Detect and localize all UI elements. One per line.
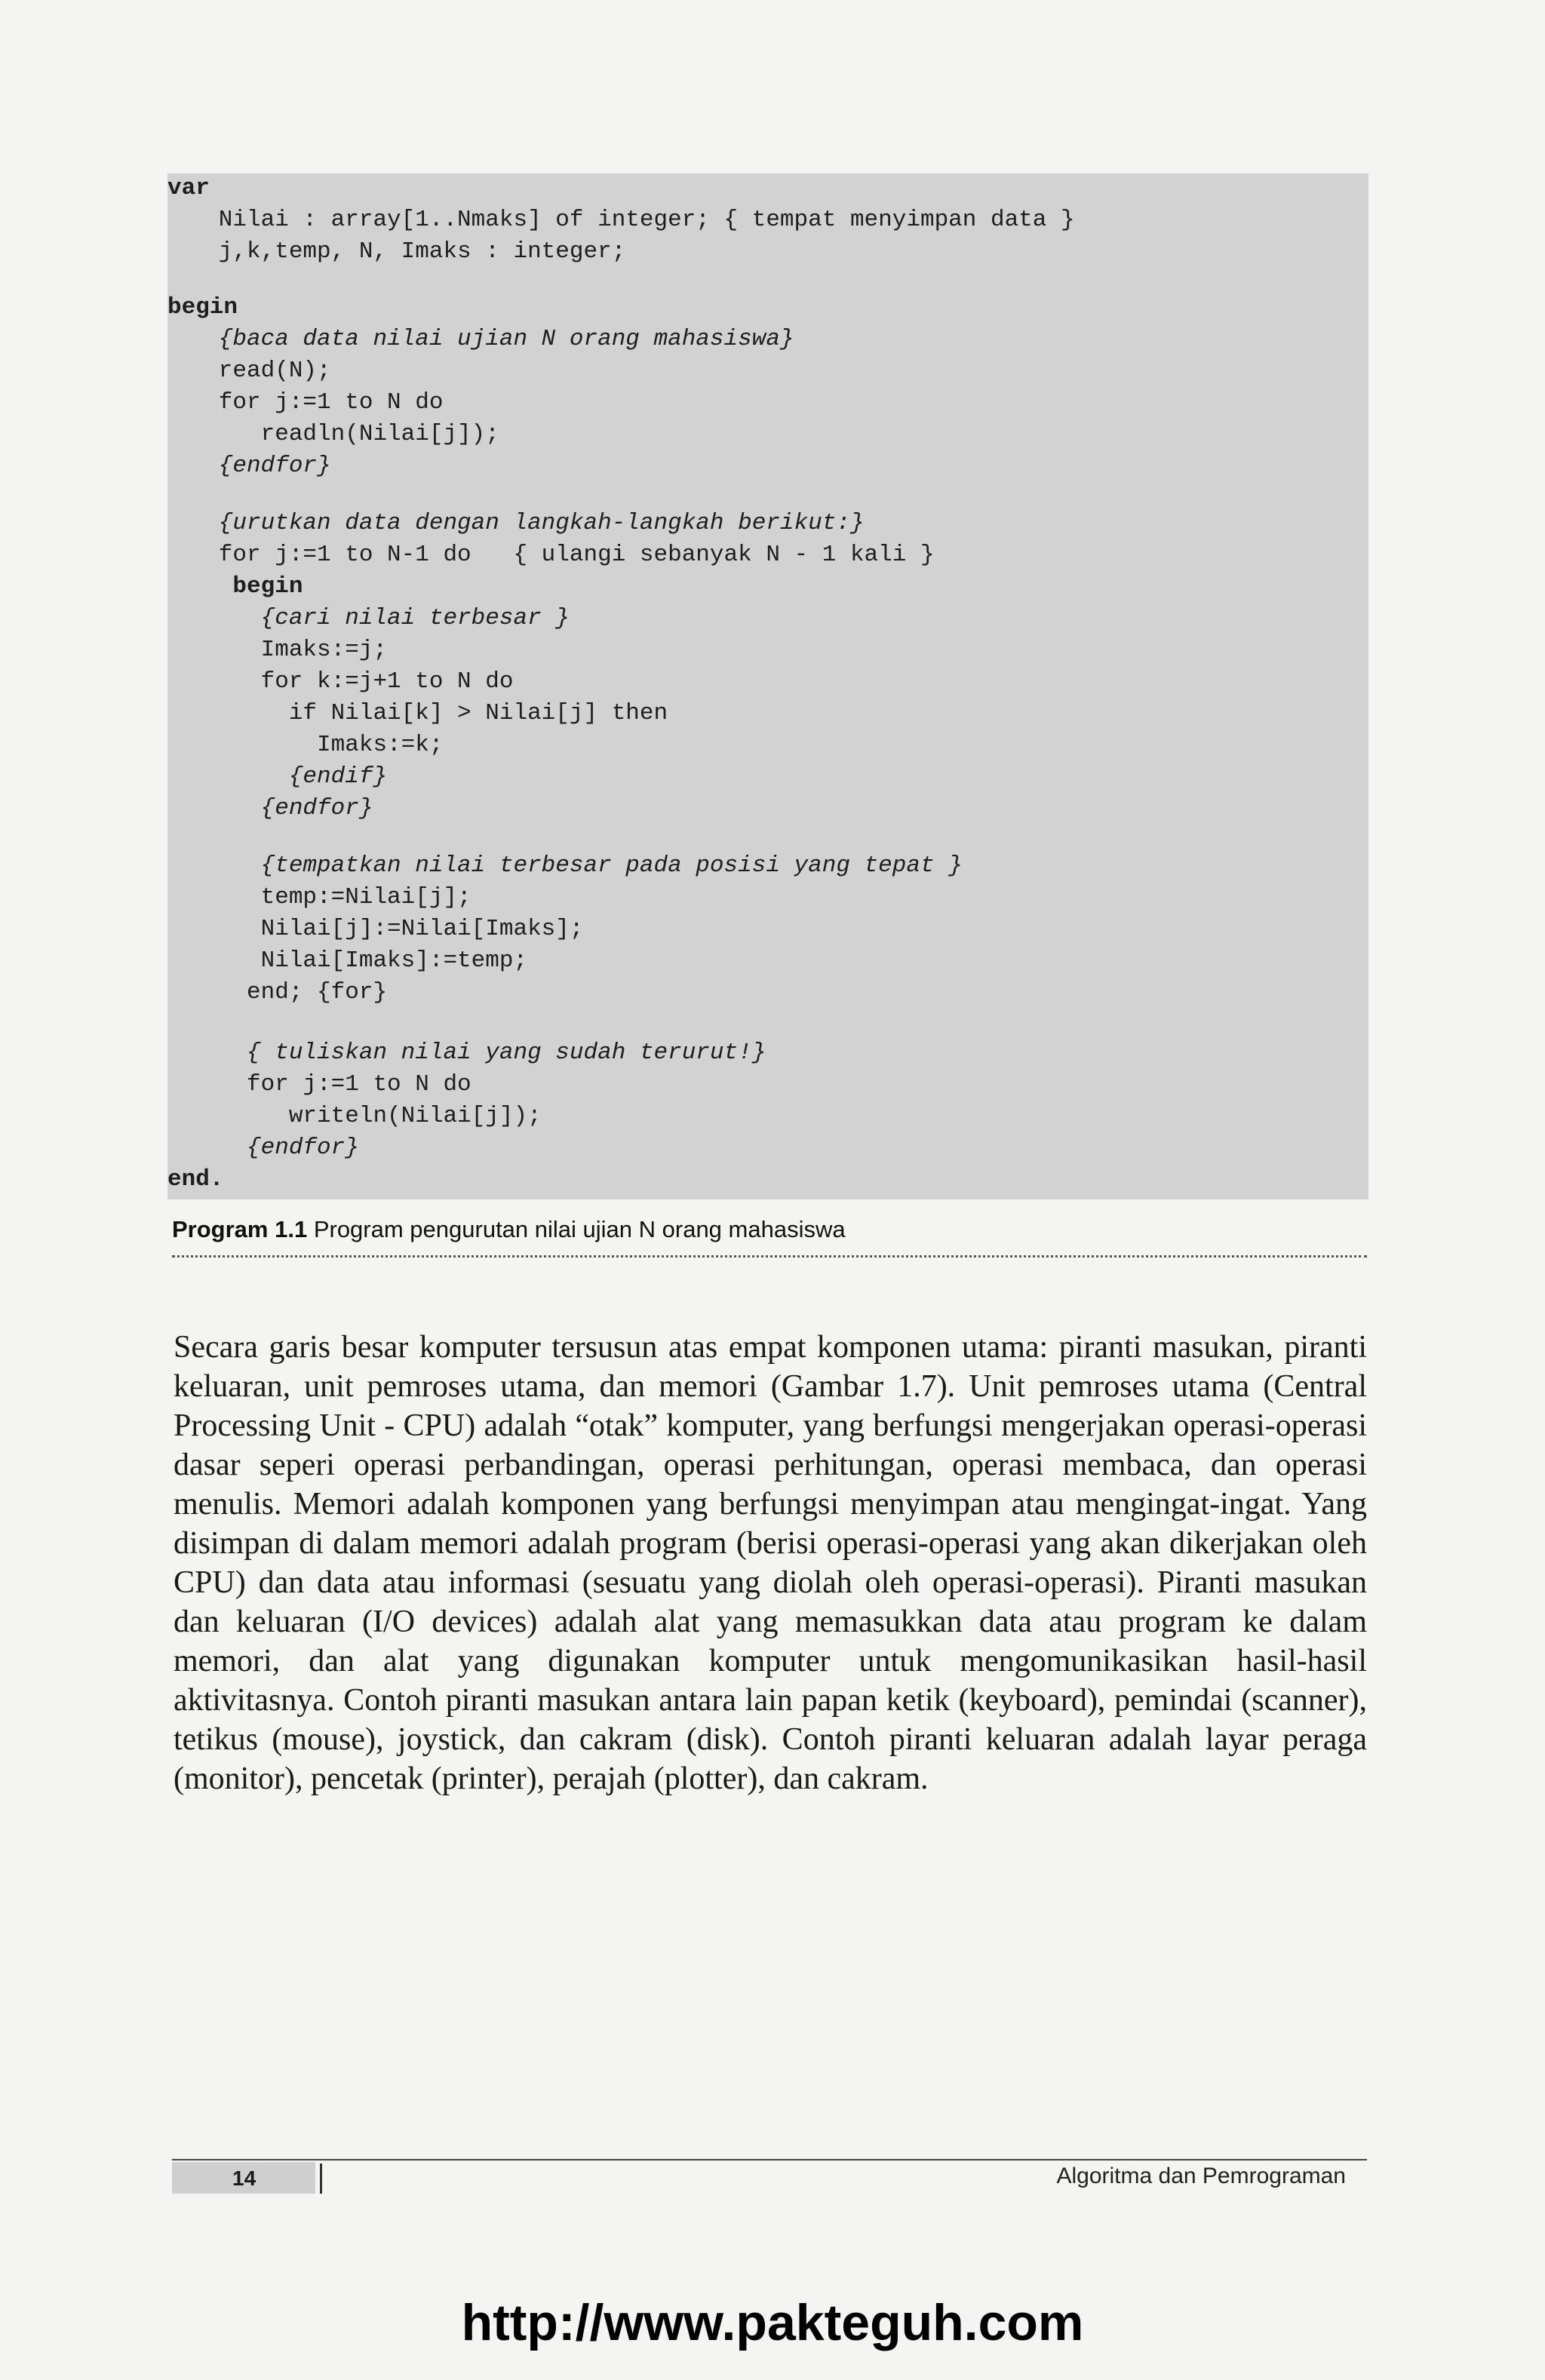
code-line: for k:=j+1 to N do bbox=[177, 668, 514, 695]
page-footer bbox=[172, 2159, 1367, 2197]
code-line: {endfor} bbox=[177, 795, 373, 821]
code-line: end; {for} bbox=[177, 979, 388, 1006]
code-line: begin bbox=[177, 573, 303, 600]
code-line: Imaks:=j; bbox=[177, 637, 388, 663]
program-listing bbox=[167, 174, 1368, 1199]
website-url: http://www.pakteguh.com bbox=[461, 2294, 1084, 2351]
code-line: Imaks:=k; bbox=[177, 732, 444, 758]
figure-caption bbox=[172, 1216, 846, 1243]
code-line: for j:=1 to N-1 do { ulangi sebanyak N - 1 kali } bbox=[177, 542, 935, 568]
code-line: {endfor} bbox=[177, 1135, 359, 1161]
code-line: readln(Nilai[j]); bbox=[177, 421, 499, 447]
caption-label: Program 1.1 bbox=[172, 1216, 308, 1242]
code-line: {cari nilai terbesar } bbox=[177, 605, 570, 631]
code-line: {urutkan data dengan langkah-langkah berikut:} bbox=[177, 510, 865, 536]
code-line: read(N); bbox=[177, 358, 331, 384]
paragraph-text: Secara garis besar komputer tersusun atas empat komponen utama: piranti masukan, piranti keluaran, unit pemroses utama, dan memori (Gambar 1.7). Unit pemroses utama (Central Processing Unit - CPU) adalah “otak” komputer, yang berfungsi mengerjakan operasi-operasi dasar seperi operasi perbandingan, operasi perhitungan, operasi membaca, dan operasi menulis. Memori adalah komponen yang berfungsi menyimpan atau mengingat-ingat. Yang disimpan di dalam memori adalah program (berisi operasi-operasi yang akan dikerjakan oleh CPU) dan data atau informasi (sesuatu yang diolah oleh operasi-operasi). Piranti masukan dan keluaran (I/O devices) adalah alat yang memasukkan data atau program ke dalam memori, dan alat yang digunakan komputer untuk mengomunikasikan hasil-hasil aktivitasnya. Contoh piranti masukan antara lain papan ketik (keyboard), pemindai (scanner), tetikus (mouse), joystick, dan cakram (disk). Contoh piranti keluaran adalah layar peraga (monitor), pencetak (printer), perajah (plotter), dan cakram. bbox=[174, 1330, 1367, 1796]
code-line: {endfor} bbox=[177, 453, 331, 479]
code-line: j,k,temp, N, Imaks : integer; bbox=[177, 238, 626, 265]
code-line: {tempatkan nilai terbesar pada posisi yang tepat } bbox=[177, 852, 963, 879]
code-line: begin bbox=[167, 294, 238, 321]
code-line: end. bbox=[167, 1166, 224, 1193]
caption-text: Program pengurutan nilai ujian N orang mahasiswa bbox=[307, 1216, 846, 1242]
code-line: Nilai : array[1..Nmaks] of integer; { tempat menyimpan data } bbox=[177, 207, 1075, 233]
page-number-divider bbox=[320, 2163, 322, 2194]
code-line: temp:=Nilai[j]; bbox=[177, 884, 471, 911]
page-number: 14 bbox=[232, 2167, 256, 2190]
book-title: Algoritma dan Pemrograman bbox=[1056, 2163, 1346, 2188]
code-line: for j:=1 to N do bbox=[177, 389, 444, 416]
page-number-box bbox=[172, 2162, 315, 2194]
code-line: Nilai[j]:=Nilai[Imaks]; bbox=[177, 916, 584, 942]
code-line: if Nilai[k] > Nilai[j] then bbox=[177, 700, 668, 726]
code-line: for j:=1 to N do bbox=[177, 1071, 471, 1098]
code-line: var bbox=[167, 175, 210, 201]
body-paragraph bbox=[174, 1328, 1367, 1798]
code-line: { tuliskan nilai yang sudah terurut!} bbox=[177, 1040, 766, 1066]
code-line: writeln(Nilai[j]); bbox=[177, 1103, 542, 1129]
caption-divider bbox=[172, 1255, 1367, 1258]
code-line: {endif} bbox=[177, 763, 388, 790]
code-line: Nilai[Imaks]:=temp; bbox=[177, 947, 528, 974]
code-line: {baca data nilai ujian N orang mahasiswa} bbox=[177, 326, 794, 352]
footer-rule bbox=[172, 2159, 1367, 2160]
